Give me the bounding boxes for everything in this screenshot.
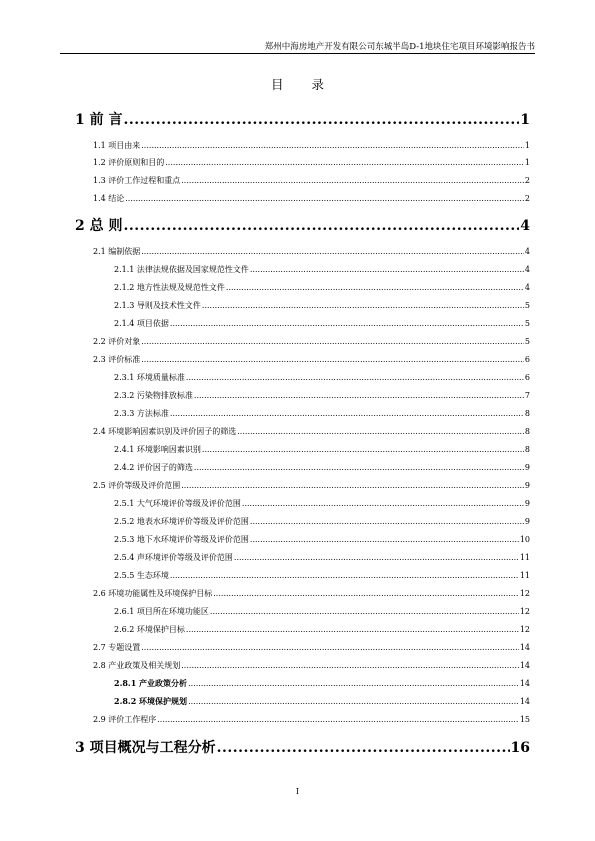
toc-entry-2-1-1[interactable] [114,264,530,275]
toc-entry-page: 4 [524,283,530,292]
toc-entry-page: 14 [519,679,530,688]
toc-entry-page: 7 [524,391,530,400]
toc-entry-2-5-1[interactable] [114,498,530,509]
dot-leader [141,337,524,346]
toc-entry-page: 2 [524,176,530,185]
dot-leader [181,176,524,185]
dot-leader [141,643,519,652]
toc-entry-label: 2.1 编制依据 [93,247,141,256]
toc-entry-2-3-3[interactable] [114,408,530,419]
dot-leader [250,265,524,274]
toc-entry-label: 2.1.4 项目依据 [114,319,169,328]
toc-entry-2-5-3[interactable] [114,534,530,545]
toc-entry-label: 2.5.3 地下水环境评价等级及评价范围 [114,535,249,544]
dot-leader [170,319,524,328]
toc-entry-label: 2.8 产业政策及相关规划 [93,661,181,670]
toc-entry-page: 1 [524,158,530,167]
dot-leader [141,141,524,150]
dot-leader [250,517,524,526]
dot-leader [202,445,524,454]
toc-entry-label: 2.5.2 地表水环境评价等级及评价范围 [114,517,249,526]
toc-entry-page: 9 [524,517,530,526]
toc-entry-page: 14 [519,697,530,706]
dot-leader [194,391,524,400]
toc-entry-label: 2 总 则 [75,218,123,234]
dot-leader [237,427,524,436]
dot-leader [242,499,524,508]
toc-entry-label: 2.4.1 环境影响因素识别 [114,445,201,454]
dot-leader [186,625,519,634]
toc-entry-2-6-2[interactable] [114,624,530,635]
toc-entry-label: 2.6 环境功能属性及环境保护目标 [93,589,213,598]
dot-leader [165,158,524,167]
toc-title: 目 录 [271,77,336,92]
toc-entry-page: 9 [524,463,530,472]
toc-entry-page: 6 [524,355,530,364]
toc-entry-2-1-2[interactable] [114,282,530,293]
toc-entry-page: 16 [510,740,530,756]
toc-entry-page: 12 [519,625,530,634]
toc-entry-page: 14 [519,643,530,652]
toc-entry-1-4[interactable] [93,193,530,204]
toc-entry-page: 2 [524,194,530,203]
toc-entry-page: 8 [524,427,530,436]
toc-entry-2-5[interactable] [93,480,530,491]
toc-entry-2-1[interactable] [93,246,530,257]
toc-entry-2-4[interactable] [93,426,530,437]
running-header: 郑州中海房地产开发有限公司东城半岛D-1地块住宅项目环境影响报告书 [264,42,535,52]
dot-leader [170,571,519,580]
dot-leader [125,194,524,203]
toc-entry-ch3[interactable] [75,737,530,757]
dot-leader [157,715,519,724]
dot-leader [202,301,524,310]
dot-leader [141,355,524,364]
dot-leader [188,697,519,706]
toc-entry-1-3[interactable] [93,175,530,186]
toc-entry-2-3[interactable] [93,354,530,365]
toc-entry-label: 2.3 评价标准 [93,355,141,364]
toc-entry-ch1[interactable] [75,109,530,129]
toc-entry-2-2[interactable] [93,336,530,347]
toc-entry-label: 1.1 项目由来 [93,141,141,150]
toc-entry-label: 3 项目概况与工程分析 [75,740,216,756]
toc-entry-2-5-4[interactable] [114,552,530,563]
dot-leader [226,283,524,292]
dot-leader [213,589,519,598]
dot-leader [217,740,510,756]
dot-leader [186,373,524,382]
toc-entry-label: 1 前 言 [75,112,123,128]
toc-entry-2-8[interactable] [93,660,530,671]
toc-entry-page: 1 [520,112,530,128]
toc-entry-label: 2.4.2 评价因子的筛选 [114,463,193,472]
toc-entry-2-8-1[interactable] [114,678,530,689]
toc-entry-label: 1.3 评价工作过程和重点 [93,176,181,185]
toc-entry-label: 2.6.1 项目所在环境功能区 [114,607,209,616]
toc-entry-label: 1.4 结论 [93,194,125,203]
toc-entry-label: 2.1.2 地方性法规及规范性文件 [114,283,225,292]
toc-entry-1-1[interactable] [93,140,530,151]
toc-entry-page: 4 [524,247,530,256]
dot-leader [124,218,520,234]
dot-leader [124,112,520,128]
toc-entry-page: 10 [519,535,530,544]
dot-leader [188,679,519,688]
header-rule [60,53,535,54]
toc-entry-2-8-2[interactable] [114,696,530,707]
dot-leader [250,535,519,544]
toc-entry-2-4-2[interactable] [114,462,530,473]
toc-entry-2-4-1[interactable] [114,444,530,455]
toc-entry-2-7[interactable] [93,642,530,653]
toc-entry-label: 2.3.1 环境质量标准 [114,373,185,382]
toc-entry-page: 1 [524,141,530,150]
toc-entry-page: 4 [524,265,530,274]
toc-entry-1-2[interactable] [93,157,530,168]
toc-entry-page: 5 [524,301,530,310]
toc-entry-2-3-2[interactable] [114,390,530,401]
toc-entry-label: 2.6.2 环境保护目标 [114,625,185,634]
dot-leader [194,463,524,472]
toc-entry-page: 5 [524,319,530,328]
toc-entry-page: 6 [524,373,530,382]
toc-entry-2-3-1[interactable] [114,372,530,383]
toc-entry-label: 2.5 评价等级及评价范围 [93,481,181,490]
toc-entry-page: 4 [520,218,530,234]
toc-entry-label: 2.7 专题设置 [93,643,141,652]
toc-entry-2-5-2[interactable] [114,516,530,527]
toc-entry-label: 2.1.3 导则及技术性文件 [114,301,201,310]
toc-entry-2-6-1[interactable] [114,606,530,617]
toc-entry-2-1-4[interactable] [114,318,530,329]
toc-entry-2-5-5[interactable] [114,570,530,581]
toc-entry-page: 8 [524,445,530,454]
toc-entry-2-9[interactable] [93,714,530,725]
toc-entry-2-6[interactable] [93,588,530,599]
toc-entry-label: 2.8.1 产业政策分析 [114,678,188,688]
dot-leader [210,607,519,616]
dot-leader [170,409,524,418]
toc-entry-page: 9 [524,481,530,490]
toc-entry-label: 2.1.1 法律法规依据及国家规范性文件 [114,265,249,274]
toc-entry-label: 2.4 环境影响因素识别及评价因子的筛选 [93,427,237,436]
toc-entry-label: 2.5.5 生态环境 [114,571,169,580]
toc-entry-label: 2.5.1 大气环境评价等级及评价范围 [114,499,241,508]
dot-leader [141,247,524,256]
toc-entry-page: 11 [519,571,530,580]
toc-entry-label: 2.3.3 方法标准 [114,409,169,418]
toc-entry-page: 9 [524,499,530,508]
toc-entry-label: 2.8.2 环境保护规划 [114,696,188,706]
toc-entry-page: 8 [524,409,530,418]
toc-entry-label: 2.2 评价对象 [93,337,141,346]
toc-entry-label: 2.5.4 声环境评价等级及评价范围 [114,553,233,562]
toc-entry-label: 2.9 评价工作程序 [93,715,157,724]
dot-leader [181,661,519,670]
page-number: I [295,787,300,796]
toc-entry-page: 5 [524,337,530,346]
toc-entry-page: 12 [519,589,530,598]
toc-entry-label: 1.2 评价原则和目的 [93,158,165,167]
toc-entry-2-1-3[interactable] [114,300,530,311]
toc-entry-page: 14 [519,661,530,670]
dot-leader [234,553,519,562]
toc-entry-page: 12 [519,607,530,616]
toc-entry-ch2[interactable] [75,215,530,235]
toc-entry-page: 11 [519,553,530,562]
toc-entry-page: 15 [519,715,530,724]
dot-leader [181,481,524,490]
toc-entry-label: 2.3.2 污染物排放标准 [114,391,193,400]
